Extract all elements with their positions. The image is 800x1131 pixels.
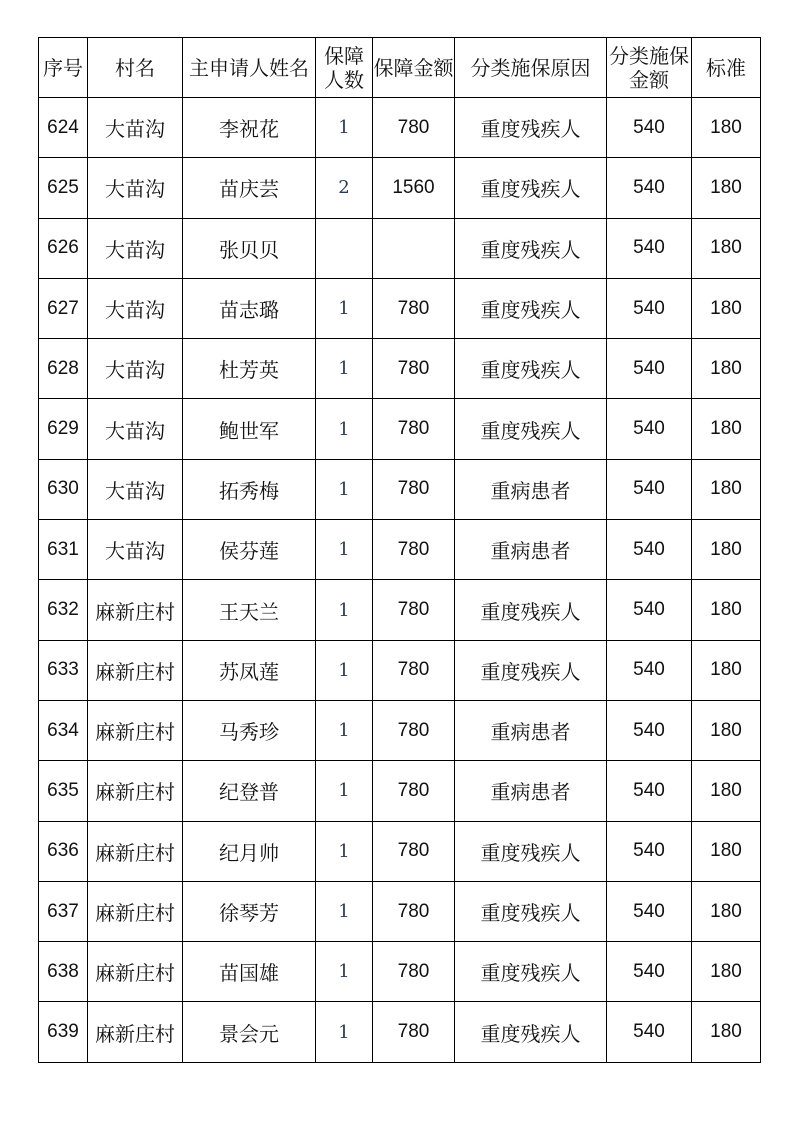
- cell-category-amount: 540: [607, 158, 692, 218]
- cell-reason: 重度残疾人: [455, 399, 607, 459]
- cell-category-amount: 540: [607, 399, 692, 459]
- cell-applicant: 拓秀梅: [183, 459, 316, 519]
- cell-village: 麻新庄村: [88, 580, 183, 640]
- cell-applicant: 纪登普: [183, 761, 316, 821]
- cell-applicant: 李祝花: [183, 98, 316, 158]
- cell-applicant: 王天兰: [183, 580, 316, 640]
- cell-category-amount: 540: [607, 942, 692, 1002]
- table-row: [39, 158, 761, 218]
- table-row: [39, 399, 761, 459]
- cell-standard: 180: [692, 580, 761, 640]
- table-row: [39, 98, 761, 158]
- table-body: [39, 98, 761, 1063]
- cell-category-amount: 540: [607, 339, 692, 399]
- cell-amount: 780: [373, 761, 455, 821]
- cell-village: 麻新庄村: [88, 1002, 183, 1062]
- cell-village: 麻新庄村: [88, 761, 183, 821]
- cell-reason: 重度残疾人: [455, 821, 607, 881]
- cell-count: 1: [316, 700, 373, 760]
- cell-applicant: 马秀珍: [183, 700, 316, 760]
- cell-village: 大苗沟: [88, 158, 183, 218]
- cell-index: 624: [39, 98, 88, 158]
- cell-amount: 780: [373, 640, 455, 700]
- cell-count: 1: [316, 399, 373, 459]
- cell-count: 1: [316, 98, 373, 158]
- cell-amount: 780: [373, 881, 455, 941]
- cell-standard: 180: [692, 520, 761, 580]
- cell-standard: 180: [692, 761, 761, 821]
- cell-village: 麻新庄村: [88, 881, 183, 941]
- cell-standard: 180: [692, 640, 761, 700]
- cell-reason: 重病患者: [455, 761, 607, 821]
- cell-category-amount: 540: [607, 580, 692, 640]
- table-row: [39, 640, 761, 700]
- cell-index: 636: [39, 821, 88, 881]
- cell-standard: 180: [692, 218, 761, 278]
- cell-reason: 重度残疾人: [455, 218, 607, 278]
- cell-count: 1: [316, 821, 373, 881]
- cell-standard: 180: [692, 1002, 761, 1062]
- cell-index: 631: [39, 520, 88, 580]
- cell-category-amount: 540: [607, 278, 692, 338]
- cell-reason: 重病患者: [455, 700, 607, 760]
- table-row: [39, 881, 761, 941]
- cell-count: 1: [316, 520, 373, 580]
- cell-count: 1: [316, 640, 373, 700]
- table-row: [39, 942, 761, 1002]
- cell-village: 麻新庄村: [88, 942, 183, 1002]
- cell-category-amount: 540: [607, 881, 692, 941]
- cell-category-amount: 540: [607, 218, 692, 278]
- cell-village: 大苗沟: [88, 339, 183, 399]
- cell-count: 1: [316, 459, 373, 519]
- cell-reason: 重度残疾人: [455, 278, 607, 338]
- cell-standard: 180: [692, 881, 761, 941]
- cell-index: 632: [39, 580, 88, 640]
- cell-village: 大苗沟: [88, 459, 183, 519]
- cell-applicant: 苗国雄: [183, 942, 316, 1002]
- cell-reason: 重度残疾人: [455, 98, 607, 158]
- cell-category-amount: 540: [607, 520, 692, 580]
- cell-index: 639: [39, 1002, 88, 1062]
- cell-village: 大苗沟: [88, 218, 183, 278]
- cell-index: 634: [39, 700, 88, 760]
- cell-category-amount: 540: [607, 640, 692, 700]
- cell-applicant: 苗庆芸: [183, 158, 316, 218]
- cell-applicant: 景会元: [183, 1002, 316, 1062]
- cell-count: 1: [316, 942, 373, 1002]
- header-row: [39, 38, 761, 98]
- cell-category-amount: 540: [607, 761, 692, 821]
- cell-index: 633: [39, 640, 88, 700]
- cell-amount: 780: [373, 520, 455, 580]
- cell-index: 637: [39, 881, 88, 941]
- cell-category-amount: 540: [607, 700, 692, 760]
- cell-standard: 180: [692, 821, 761, 881]
- cell-reason: 重度残疾人: [455, 158, 607, 218]
- cell-applicant: 鲍世军: [183, 399, 316, 459]
- cell-amount: 780: [373, 700, 455, 760]
- cell-applicant: 徐琴芳: [183, 881, 316, 941]
- cell-reason: 重病患者: [455, 520, 607, 580]
- cell-amount: 780: [373, 399, 455, 459]
- cell-index: 629: [39, 399, 88, 459]
- cell-count: 1: [316, 1002, 373, 1062]
- cell-count: 1: [316, 881, 373, 941]
- cell-village: 麻新庄村: [88, 821, 183, 881]
- header-count: 保障人数: [316, 38, 373, 98]
- table-row: [39, 700, 761, 760]
- cell-applicant: 纪月帅: [183, 821, 316, 881]
- cell-applicant: 苏凤莲: [183, 640, 316, 700]
- header-reason: 分类施保原因: [455, 38, 607, 98]
- table-row: [39, 821, 761, 881]
- header-index: 序号: [39, 38, 88, 98]
- cell-village: 麻新庄村: [88, 640, 183, 700]
- cell-index: 635: [39, 761, 88, 821]
- cell-amount: [373, 218, 455, 278]
- table-row: [39, 218, 761, 278]
- cell-category-amount: 540: [607, 459, 692, 519]
- table-row: [39, 459, 761, 519]
- cell-reason: 重度残疾人: [455, 881, 607, 941]
- cell-count: 1: [316, 278, 373, 338]
- cell-amount: 780: [373, 278, 455, 338]
- cell-amount: 780: [373, 339, 455, 399]
- cell-applicant: 张贝贝: [183, 218, 316, 278]
- cell-amount: 1560: [373, 158, 455, 218]
- cell-amount: 780: [373, 459, 455, 519]
- cell-standard: 180: [692, 278, 761, 338]
- cell-reason: 重度残疾人: [455, 339, 607, 399]
- cell-reason: 重度残疾人: [455, 640, 607, 700]
- cell-reason: 重病患者: [455, 459, 607, 519]
- cell-standard: 180: [692, 339, 761, 399]
- cell-applicant: 侯芬莲: [183, 520, 316, 580]
- cell-amount: 780: [373, 98, 455, 158]
- cell-amount: 780: [373, 942, 455, 1002]
- cell-amount: 780: [373, 1002, 455, 1062]
- cell-index: 627: [39, 278, 88, 338]
- header-category-amount: 分类施保金额: [607, 38, 692, 98]
- cell-standard: 180: [692, 399, 761, 459]
- cell-standard: 180: [692, 459, 761, 519]
- cell-category-amount: 540: [607, 1002, 692, 1062]
- table-row: [39, 761, 761, 821]
- cell-reason: 重度残疾人: [455, 580, 607, 640]
- header-standard: 标准: [692, 38, 761, 98]
- table-row: [39, 1002, 761, 1062]
- cell-village: 大苗沟: [88, 399, 183, 459]
- cell-village: 大苗沟: [88, 98, 183, 158]
- cell-index: 628: [39, 339, 88, 399]
- cell-index: 630: [39, 459, 88, 519]
- cell-reason: 重度残疾人: [455, 942, 607, 1002]
- cell-count: 1: [316, 580, 373, 640]
- cell-reason: 重度残疾人: [455, 1002, 607, 1062]
- cell-village: 大苗沟: [88, 278, 183, 338]
- table-row: [39, 580, 761, 640]
- cell-count: 1: [316, 339, 373, 399]
- cell-index: 626: [39, 218, 88, 278]
- table-row: [39, 278, 761, 338]
- header-applicant: 主申请人姓名: [183, 38, 316, 98]
- cell-count: [316, 218, 373, 278]
- cell-village: 麻新庄村: [88, 700, 183, 760]
- cell-count: 1: [316, 761, 373, 821]
- cell-count: 2: [316, 158, 373, 218]
- header-amount: 保障金额: [373, 38, 455, 98]
- cell-category-amount: 540: [607, 98, 692, 158]
- cell-applicant: 苗志璐: [183, 278, 316, 338]
- table-row: [39, 520, 761, 580]
- cell-amount: 780: [373, 821, 455, 881]
- assistance-table: [38, 37, 761, 1063]
- cell-index: 638: [39, 942, 88, 1002]
- cell-amount: 780: [373, 580, 455, 640]
- table-row: [39, 339, 761, 399]
- header-village: 村名: [88, 38, 183, 98]
- cell-village: 大苗沟: [88, 520, 183, 580]
- cell-category-amount: 540: [607, 821, 692, 881]
- cell-applicant: 杜芳英: [183, 339, 316, 399]
- cell-index: 625: [39, 158, 88, 218]
- cell-standard: 180: [692, 942, 761, 1002]
- cell-standard: 180: [692, 700, 761, 760]
- cell-standard: 180: [692, 98, 761, 158]
- cell-standard: 180: [692, 158, 761, 218]
